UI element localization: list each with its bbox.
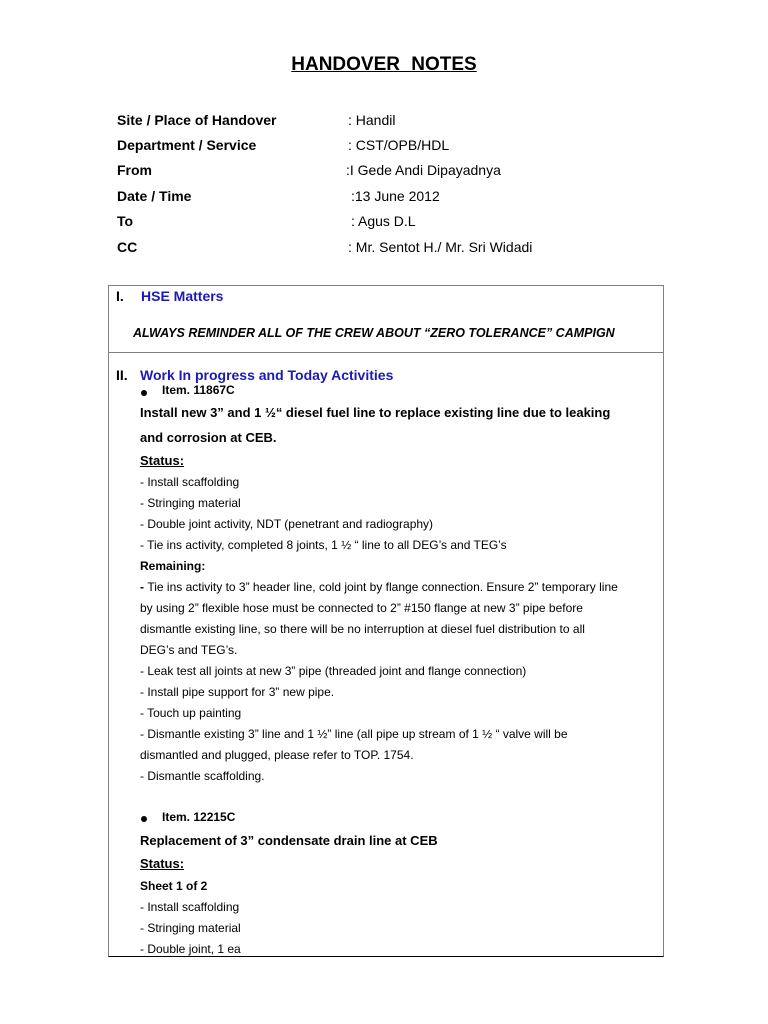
remaining-text: Tie ins activity to 3” header line, cold joint by flange connection. Ensure 2” temporary line xyxy=(147,580,618,594)
department-value: : CST/OPB/HDL xyxy=(348,137,450,153)
site-label: Site / Place of Handover xyxy=(117,112,277,128)
date-value: :13 June 2012 xyxy=(351,188,440,204)
item1-remaining-line: - Leak test all joints at new 3” pipe (threaded joint and flange connection) xyxy=(140,664,527,678)
to-value: : Agus D.L xyxy=(351,213,416,229)
item2-bullet-icon xyxy=(141,816,147,822)
to-label: To xyxy=(117,213,134,229)
cc-row xyxy=(117,239,677,259)
item1-remaining-line: - Dismantle scaffolding. xyxy=(140,769,265,783)
site-value: : Handil xyxy=(348,112,396,128)
item1-desc-line2: and corrosion at CEB. xyxy=(140,430,277,445)
from-row xyxy=(117,162,677,182)
item1-remaining-line: - Install pipe support for 3” new pipe. xyxy=(140,685,335,699)
item2-sheet: Sheet 1 of 2 xyxy=(140,879,208,893)
work-section xyxy=(108,352,664,957)
item2-status-label: Status: xyxy=(140,856,185,871)
item1-remaining-line: DEG’s and TEG’s. xyxy=(140,643,238,657)
department-row xyxy=(117,137,677,157)
item2-status-line: - Stringing material xyxy=(140,921,241,935)
item1-remaining-label: Remaining: xyxy=(140,559,206,573)
zero-tolerance-note: ALWAYS REMINDER ALL OF THE CREW ABOUT “ZERO TOLERANCE” CAMPIGN xyxy=(133,326,615,340)
item1-bullet-icon xyxy=(141,390,147,396)
item1-remaining-line: - Dismantle existing 3” line and 1 ½” line (all pipe up stream of 1 ½ “ valve will be xyxy=(140,727,568,741)
item2-status-line: - Install scaffolding xyxy=(140,900,240,914)
item1-status-line: - Install scaffolding xyxy=(140,475,240,489)
document-title: HANDOVER NOTES xyxy=(291,54,477,75)
cc-label: CC xyxy=(117,239,138,255)
work-section-number: II. xyxy=(116,367,128,383)
cc-value: : Mr. Sentot H./ Mr. Sri Widadi xyxy=(348,239,533,255)
hse-section-title: HSE Matters xyxy=(141,288,224,304)
date-row xyxy=(117,188,677,208)
item2-label: Item. 12215C xyxy=(162,810,236,824)
item2-desc: Replacement of 3” condensate drain line at CEB xyxy=(140,833,438,848)
item1-remaining-line: - Touch up painting xyxy=(140,706,242,720)
hse-section-number: I. xyxy=(116,288,124,304)
site-row xyxy=(117,112,677,132)
item1-remaining-line xyxy=(140,580,618,594)
to-row xyxy=(117,213,677,233)
item1-status-label: Status: xyxy=(140,453,185,468)
item1-status-line: - Stringing material xyxy=(140,496,241,510)
item1-status-line: - Tie ins activity, completed 8 joints, 1 ½ “ line to all DEG’s and TEG’s xyxy=(140,538,507,552)
item1-status-line: - Double joint activity, NDT (penetrant and radiography) xyxy=(140,517,434,531)
remaining-dash: - xyxy=(140,580,148,594)
from-value: :I Gede Andi Dipayadnya xyxy=(346,162,501,178)
hse-section xyxy=(108,285,664,353)
item2-status-line: - Double joint, 1 ea xyxy=(140,942,241,956)
department-label: Department / Service xyxy=(117,137,257,153)
item1-desc-line1: Install new 3” and 1 ½“ diesel fuel line to replace existing line due to leaking xyxy=(140,405,611,420)
date-label: Date / Time xyxy=(117,188,192,204)
item1-label: Item. 11867C xyxy=(162,383,235,397)
work-section-title: Work In progress and Today Activities xyxy=(140,367,394,383)
from-label: From xyxy=(117,162,152,178)
item1-remaining-line: by using 2” flexible hose must be connected to 2” #150 flange at new 3” pipe before xyxy=(140,601,583,615)
item1-remaining-line: dismantle existing line, so there will be no interruption at diesel fuel distribution to all xyxy=(140,622,585,636)
item1-remaining-line: dismantled and plugged, please refer to TOP. 1754. xyxy=(140,748,414,762)
